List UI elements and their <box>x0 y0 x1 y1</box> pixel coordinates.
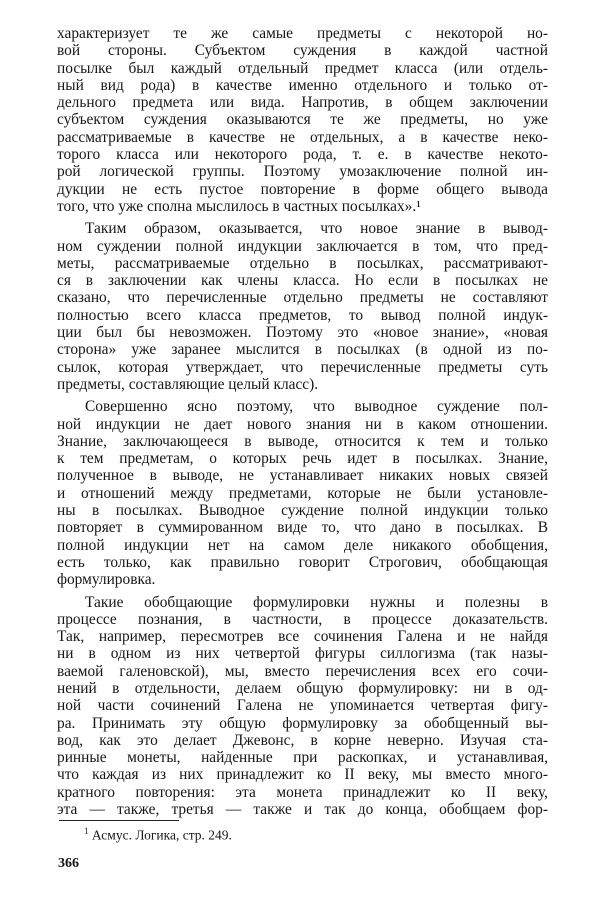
text-line: вод, как это делает Джевонс, в корне неверно. Изучая ста- <box>57 731 548 749</box>
text-line: рассматриваемые в качестве не отдельных, а в качестве неко- <box>57 128 548 146</box>
text-line: полной индукции нет на самом деле никакого обобщения, <box>57 536 548 554</box>
text-line: полностью всего класса предметов, то вывод полной индук- <box>57 306 548 324</box>
text-line: Таким образом, оказывается, что новое знание в вывод- <box>85 220 548 238</box>
page-number: 366 <box>58 856 79 871</box>
text-line: дукции не есть пустое повторение в форме общего вывода <box>57 180 548 198</box>
paragraph <box>57 594 548 819</box>
text-line: ной части сочинений Галена не упоминается четвертая фигу- <box>57 697 548 715</box>
text-line: процессе познания, в частности, в процессе доказательств. <box>57 610 548 628</box>
text-line: сторона» уже заранее мыслится в посылках (в одной из по- <box>57 341 548 359</box>
text-line: того, что уже сполна мыслилось в частных посылках».¹ <box>57 197 421 215</box>
text-line: ции был бы невозможен. Поэтому это «новое знание», «новая <box>57 324 548 342</box>
text-line: что каждая из них принадлежит ко II веку, мы вместо много- <box>57 766 548 784</box>
text-line: есть только, как правильно говорит Строгович, обобщающая <box>57 553 548 571</box>
text-line: вой стороны. Субъектом суждения в каждой частной <box>57 42 548 60</box>
text-line: ный вид рода) в качестве именно отдельного и только от- <box>57 76 548 94</box>
text-line: ся в заключении как члены класса. Но если в посылках не <box>57 272 548 290</box>
text-line: нений в отдельности, делаем общую формулировку: ни в од- <box>57 679 548 697</box>
text-line: ваемой галеновской), мы, вместо перечисления всех его сочи- <box>57 662 548 680</box>
text-line: субъектом суждения оказываются те же предметы, но уже <box>57 111 548 129</box>
page-body <box>57 25 548 823</box>
text-line: ном суждении полной индукции заключается в том, что пред- <box>57 237 548 255</box>
text-line: ра. Принимать эту общую формулировку за обобщенный вы- <box>57 714 548 732</box>
paragraph <box>57 220 548 393</box>
text-line: ринные монеты, найденные при раскопках, и устанавливая, <box>57 749 548 767</box>
text-line: Такие обобщающие формулировки нужны и полезны в <box>85 593 548 611</box>
text-line: торого класса или некоторого рода, т. е. в качестве некото- <box>57 146 548 164</box>
text-line: ни в одном из них четвертой фигуры силлогизма (так назы- <box>57 645 548 663</box>
text-line: дельного предмета или вида. Напротив, в общем заключении <box>57 94 548 112</box>
text-line: рой логической группы. Поэтому умозаключение полной ин- <box>57 163 548 181</box>
text-line: ной индукции не дает нового знания ни в каком отношении. <box>57 415 548 433</box>
text-line: эта — также, третья — также и так до конца, обобщаем фор- <box>57 801 548 819</box>
text-line: предметы, составляющие целый класс). <box>57 375 319 393</box>
footnote-divider <box>59 820 179 821</box>
text-line: сылок, которая утверждает, что перечисленные предметы суть <box>57 358 548 376</box>
footnote-marker: 1 <box>84 826 89 836</box>
text-line: повторяет в суммированном виде то, что дано в посылках. В <box>57 519 548 537</box>
text-line: меты, рассматриваемые отдельно в посылках, рассматривают- <box>57 254 548 272</box>
text-line: Совершенно ясно поэтому, что выводное суждение пол- <box>85 398 548 416</box>
text-line: Так, например, пересмотрев все сочинения Галена и не найдя <box>57 628 548 646</box>
text-line: характеризует те же самые предметы с некоторой но- <box>57 25 548 42</box>
text-line: сказано, что перечисленные отдельно предметы не составляют <box>57 289 548 307</box>
footnote <box>84 826 232 844</box>
text-line: посылке был каждый отдельный предмет класса (или отдель- <box>57 59 548 77</box>
text-line: формулировка. <box>57 571 156 589</box>
paragraph <box>57 398 548 588</box>
text-line: и отношений между предметами, которые не были установле- <box>57 484 548 502</box>
text-line: полученное в выводе, не устанавливает никаких новых связей <box>57 467 548 485</box>
text-line: кратного повторения: эта монета принадлежит ко II веку, <box>57 783 548 801</box>
text-line: к тем предметам, о которых речь идет в посылках. Знание, <box>57 450 548 468</box>
text-line: ны в посылках. Выводное суждение полной индукции только <box>57 502 548 520</box>
paragraph <box>57 25 548 215</box>
text-line: Знание, заключающееся в выводе, относится к тем и только <box>57 432 548 450</box>
footnote-text: Асмус. Логика, стр. 249. <box>91 827 232 843</box>
